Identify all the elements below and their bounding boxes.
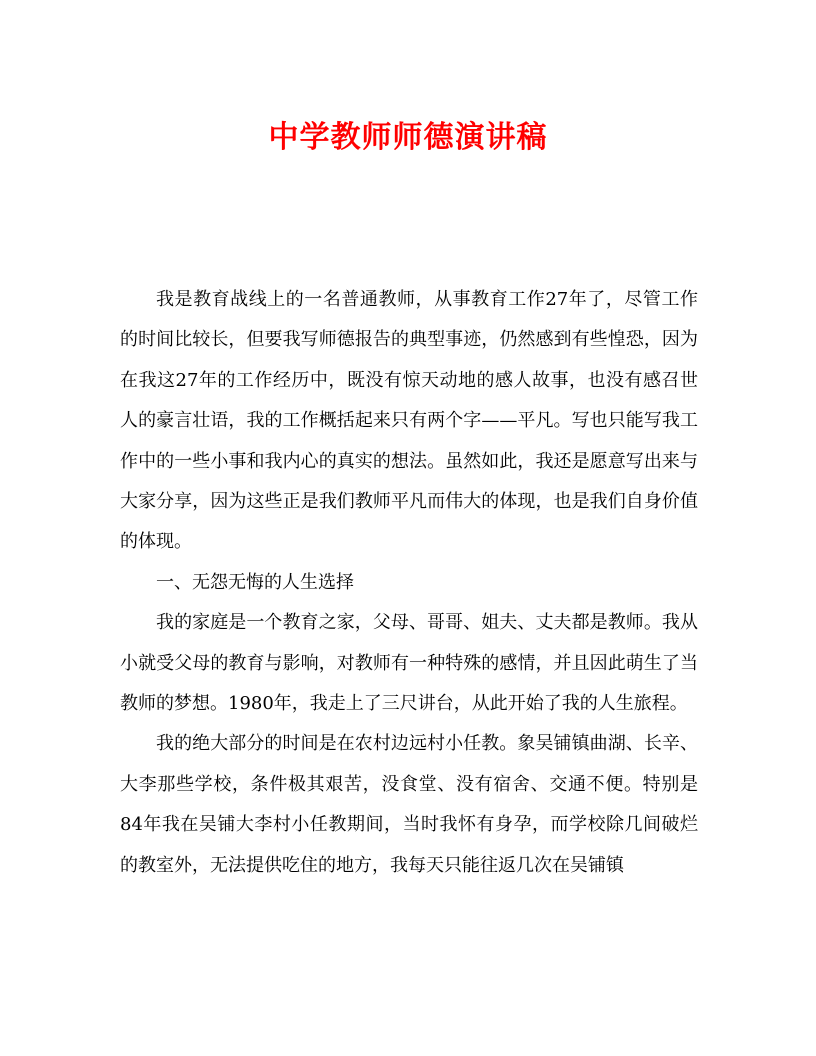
section-heading: 一、无怨无悔的人生选择 xyxy=(156,571,354,593)
paragraph-rural-teaching: 我的绝大部分的时间是在农村边远村小任教。象吴铺镇曲湖、长辛、大李那些学校，条件极其艰苦，没食堂、没有宿舍、交通不便。特别是84年我在吴铺大李村小任教期间，当时我怀有身孕，而学校除几间破烂的教室外，无法提供吃住的地方，我每天只能往返几次在吴铺镇 xyxy=(120,733,698,876)
paragraph-family: 我的家庭是一个教育之家，父母、哥哥、姐夫、丈夫都是教师。我从小就受父母的教育与影响，对教师有一种特殊的感情，并且因此萌生了当教师的梦想。1980年，我走上了三尺讲台，从此开始了我的人生旅程。 xyxy=(120,612,698,715)
paragraph-intro: 我是教育战线上的一名普通教师，从事教育工作27年了，尽管工作的时间比较长，但要我写师德报告的典型事迹，仍然感到有些惶恐，因为在我这27年的工作经历中，既没有惊天动地的感人故事，也没有感召世人的豪言壮语，我的工作概括起来只有两个字——平凡。写也只能写我工作中的一些小事和我内心的真实的想法。虽然如此，我还是愿意写出来与大家分享，因为这些正是我们教师平凡而伟大的体现，也是我们自身价值的体现。 xyxy=(120,289,698,553)
document-body xyxy=(120,280,698,886)
document-title: 中学教师师德演讲稿 xyxy=(268,120,548,155)
